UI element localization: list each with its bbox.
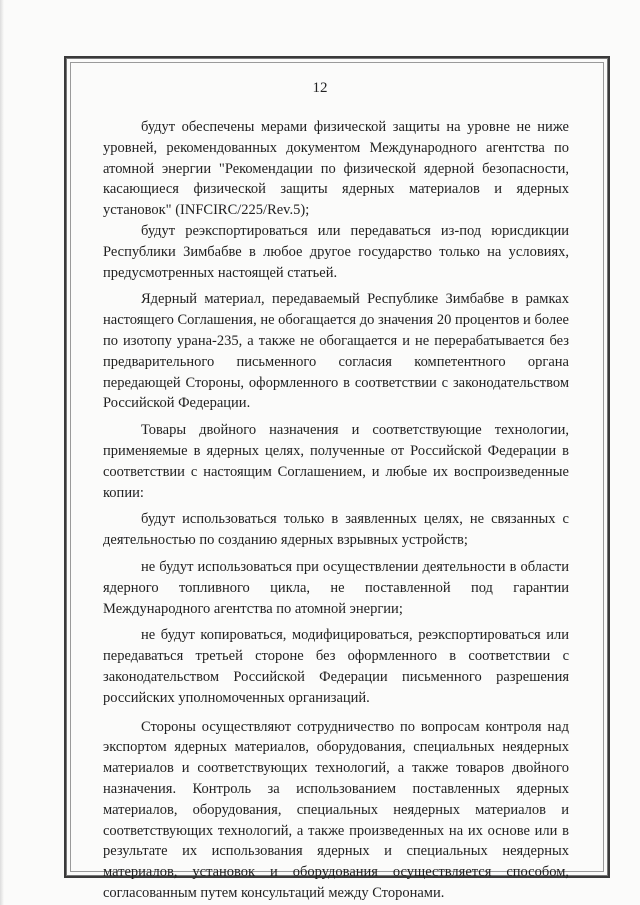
document-body (103, 117, 569, 904)
scan-edge-shadow (0, 0, 4, 905)
paragraph: будут обеспечены мерами физической защиты на уровне не ниже уровней, рекомендованных документом Международного агентства по атомной энергии "Рекомендации по физической ядерной безопасности, касающиеся физической защиты ядерных материалов и ядерных установок" (INFCIRC/225/Rev.5); (103, 119, 569, 219)
paragraph: не будут использоваться при осуществлении деятельности в области ядерного топливного цикла, не поставленной под гарантии Международного агентства по атомной энергии; (103, 558, 569, 617)
paragraph: будут использоваться только в заявленных целях, не связанных с деятельностью по созданию ядерных взрывных устройств; (103, 511, 569, 549)
paragraph: Ядерный материал, передаваемый Республике Зимбабве в рамках настоящего Соглашения, не обогащается до значения 20 процентов и более по изотопу урана-235, а также не обогащается и не перерабатывается без предварительного письменного согласия компетентного органа передающей Стороны, оформленного в соответствии с законодательством Российской Федерации. (103, 291, 569, 412)
page-number: 12 (312, 80, 328, 96)
paragraph: Стороны осуществляют сотрудничество по вопросам контроля над экспортом ядерных материалов, оборудования, специальных неядерных материалов и соответствующих технологий, а также товаров двойного назначения. Контроль за использованием поставленных ядерных материалов, оборудования, специальных неядерных материалов и соответствующих технологий, а также произведенных на их основе или в результате их использования ядерных и специальных неядерных материалов, установок и оборудования осуществляется способом, согласованным путем консультаций между Сторонами. (103, 718, 569, 901)
paragraph: будут реэкспортироваться или передаваться из-под юрисдикции Республики Зимбабве в любое другое государство только на условиях, предусмотренных настоящей статьей. (103, 222, 569, 281)
paragraph: Товары двойного назначения и соответствующие технологии, применяемые в ядерных целях, полученные от Российской Федерации в соответствии с настоящим Соглашением, и любые их воспроизведенные копии: (103, 422, 569, 501)
paragraph: не будут копироваться, модифицироваться, реэкспортироваться или передаваться третьей стороне без оформленного в соответствии с законодательством Российской Федерации письменного разрешения российских уполномоченных организаций. (103, 627, 569, 706)
